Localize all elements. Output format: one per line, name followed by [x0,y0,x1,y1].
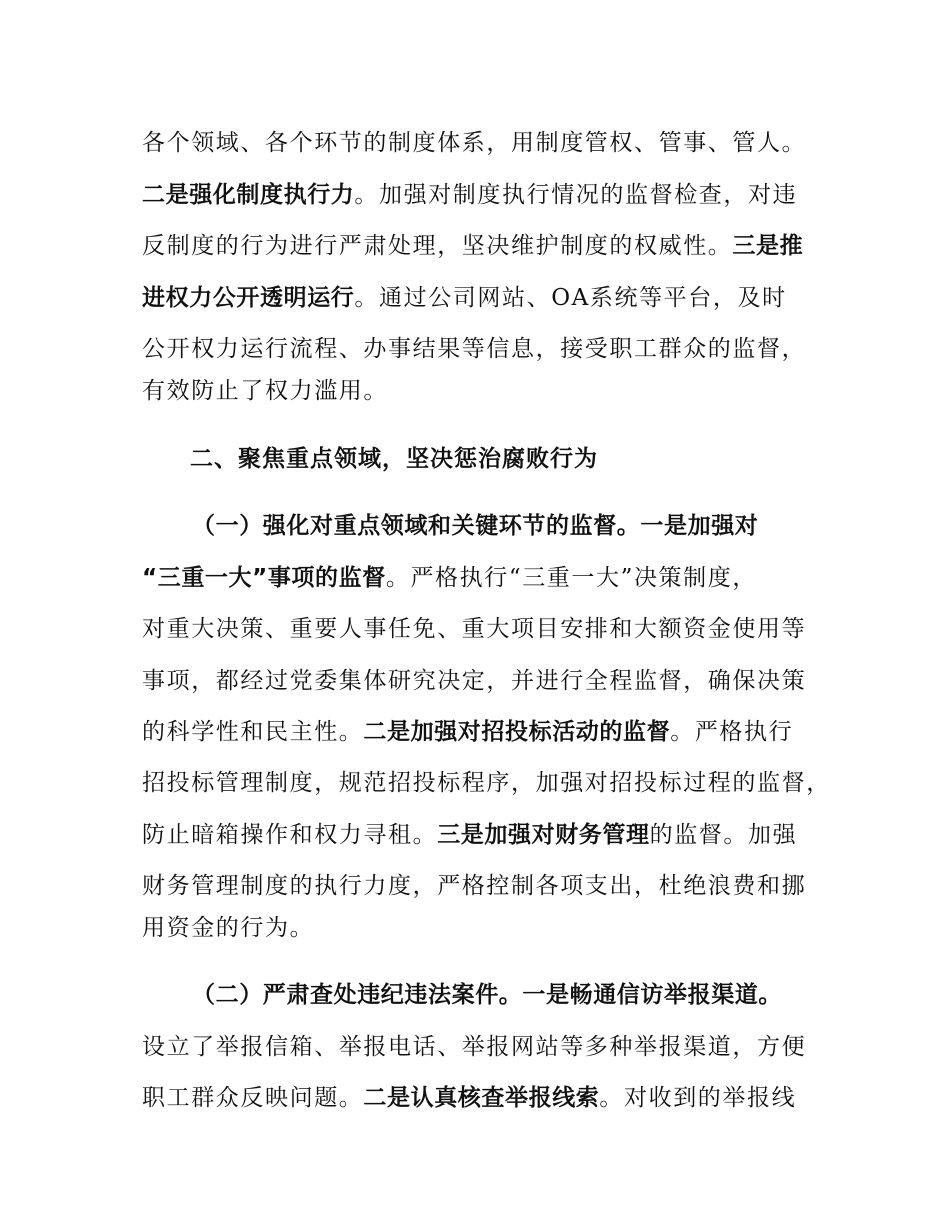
text-segment: 的监督。加强 [649,822,798,848]
text-line [142,283,822,313]
text-line [142,231,822,261]
text-line [142,913,822,943]
text-line [142,563,822,593]
text-segment: 。严格执行“三重一大”决策制度， [385,565,757,591]
text-line [142,180,822,210]
bold-text-segment: （一）强化对重点领域和关键环节的监督。一是加强对 [192,513,759,539]
text-segment: 有效防止了权力滥用。 [142,378,388,404]
text-line [142,614,822,644]
text-line [142,128,822,158]
text-segment: 职工群众反映问题。 [142,1085,364,1111]
text-segment: 财务管理制度的执行力度，严格控制各项支出，杜绝浪费和挪 [142,873,807,899]
bold-text-segment: 二是认真核查举报线索 [363,1085,600,1111]
text-line [142,376,822,406]
text-line [142,820,822,850]
section-heading [190,444,870,474]
subsection-heading-line [192,511,872,541]
text-segment: 用资金的行为。 [142,915,315,941]
text-line [142,666,822,696]
text-segment: 对重大决策、重要人事任免、重大项目安排和大额资金使用等 [142,616,807,642]
bold-text-segment: 三是加强对财务管理 [437,822,650,848]
bold-text-segment: 二是强化制度执行力 [142,182,355,208]
text-line [142,717,822,747]
text-segment: 事项，都经过党委集体研究决定，并进行全程监督，确保决策 [142,668,807,694]
text-line [142,871,822,901]
text-segment: 反制度的行为进行严肃处理，坚决维护制度的权威性。 [142,233,733,259]
text-segment: 防止暗箱操作和权力寻租。 [142,822,438,848]
bold-text-segment: “三重一大”事项的监督 [142,565,386,591]
section-heading-text: 二、聚焦重点领域，坚决惩治腐败行为 [190,446,598,472]
bold-text-segment: 二是加强对招投标活动的监督 [363,719,671,745]
text-line [142,334,822,364]
text-line [142,1083,822,1113]
bold-text-segment: （二）严肃查处违纪违法案件。一是畅通信访举报渠道。 [192,982,782,1008]
text-segment: 。加强对制度执行情况的监督检查，对违 [354,182,798,208]
text-segment: 。通过公司网站、OA系统等平台，及时 [354,285,787,311]
text-segment: 设立了举报信箱、举报电话、举报网站等多种举报渠道，方便 [142,1034,807,1060]
text-segment: 。严格执行 [670,719,794,745]
text-segment: 的科学性和民主性。 [142,719,364,745]
text-segment: 招投标管理制度，规范招投标程序，加强对招投标过程的监督， [142,770,831,796]
text-line [142,1032,822,1062]
bold-text-segment: 进权力公开透明运行 [142,285,355,311]
text-segment: 。对收到的举报线 [599,1085,797,1111]
text-segment: 公开权力运行流程、办事结果等信息，接受职工群众的监督， [142,336,807,362]
subsection-heading-line [192,980,872,1010]
text-line [142,768,831,798]
text-segment: 各个领域、各个环节的制度体系，用制度管权、管事、管人。 [142,130,807,156]
bold-text-segment: 三是推 [732,233,804,259]
